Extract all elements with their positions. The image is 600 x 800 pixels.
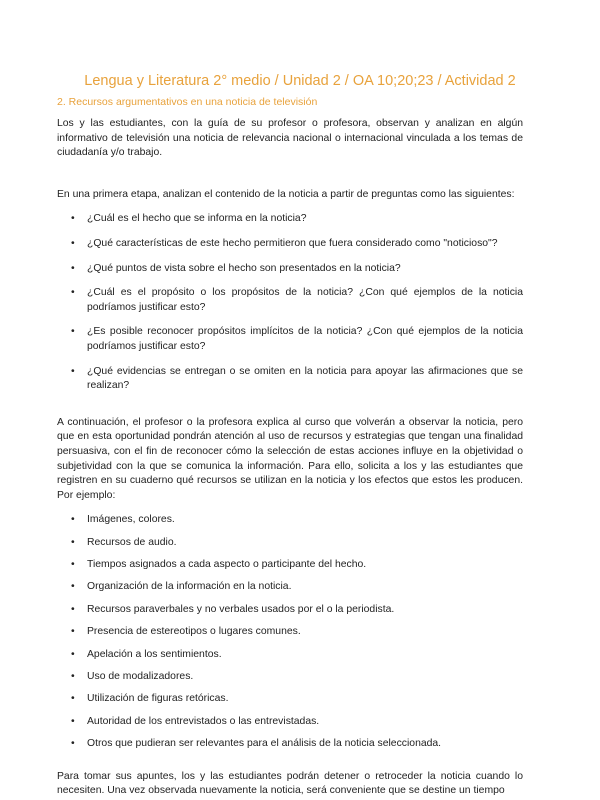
intro-paragraph: Los y las estudiantes, con la guía de su profesor o profesora, observan y analizan en algún informativo de televisión una noticia de relevancia nacional o internacional vinculada a los temas de ciudadanía y/o trabajo. (57, 118, 523, 159)
question-item: • ¿Qué características de este hecho permitieron que fuera considerado como "noticioso"? (57, 237, 523, 252)
section-heading: 2. Recursos argumentativos en una noticia de televisión (57, 96, 318, 108)
continuation-paragraph: A continuación, el profesor o la profesora explica al curso que volverán a observar la noticia, pero que en esta oportunidad pondrán atención al uso de recursos y estrategias que tengan una finalidad persuasiva, con el fin de reconocer cómo la selección de estas acciones influye en la objetividad o subjetividad con la que se comunica la información. Para ello, solicita a los y las estudiantes que registren en su cuaderno qué recursos se utilizan en la noticia y los efectos que estos les producen. Por ejemplo: (57, 416, 523, 501)
resource-item: • Utilización de figuras retóricas. (57, 692, 523, 707)
question-item: • ¿Es posible reconocer propósitos implícitos de la noticia? ¿Con qué ejemplos de la noticia podríamos justificar esto? (57, 325, 523, 354)
resource-item: • Autoridad de los entrevistados o las entrevistadas. (57, 715, 523, 730)
document-body (57, 117, 523, 799)
resource-item: • Tiempos asignados a cada aspecto o participante del hecho. (57, 558, 523, 573)
resource-item: • Presencia de estereotipos o lugares comunes. (57, 625, 523, 640)
resource-item: • Imágenes, colores. (57, 513, 523, 528)
document-title: Lengua y Literatura 2° medio / Unidad 2 / OA 10;20;23 / Actividad 2 (84, 73, 516, 89)
notes-paragraph: Para tomar sus apuntes, los y las estudiantes podrán detener o retroceder la noticia cuando lo necesiten. Una vez observada nuevamente la noticia, será conveniente que se destine un tiempo (57, 770, 523, 797)
resource-item: • Recursos de audio. (57, 536, 523, 551)
resource-item: • Organización de la información en la noticia. (57, 580, 523, 595)
first-stage-paragraph: En una primera etapa, analizan el contenido de la noticia a partir de preguntas como las siguientes: (57, 188, 515, 200)
resource-item: • Uso de modalizadores. (57, 670, 523, 685)
questions-list (57, 212, 523, 393)
question-item: • ¿Cuál es el propósito o los propósitos de la noticia? ¿Con qué ejemplos de la noticia podríamos justificar esto? (57, 286, 523, 315)
question-item: • ¿Cuál es el hecho que se informa en la noticia? (57, 212, 523, 227)
resource-item: • Recursos paraverbales y no verbales usados por el o la periodista. (57, 603, 523, 618)
question-item: • ¿Qué puntos de vista sobre el hecho son presentados en la noticia? (57, 262, 523, 277)
question-item: • ¿Qué evidencias se entregan o se omiten en la noticia para apoyar las afirmaciones que se realizan? (57, 365, 523, 394)
resource-item: • Apelación a los sentimientos. (57, 648, 523, 663)
resource-item: • Otros que pudieran ser relevantes para el análisis de la noticia seleccionada. (57, 737, 523, 752)
resources-list (57, 513, 523, 752)
